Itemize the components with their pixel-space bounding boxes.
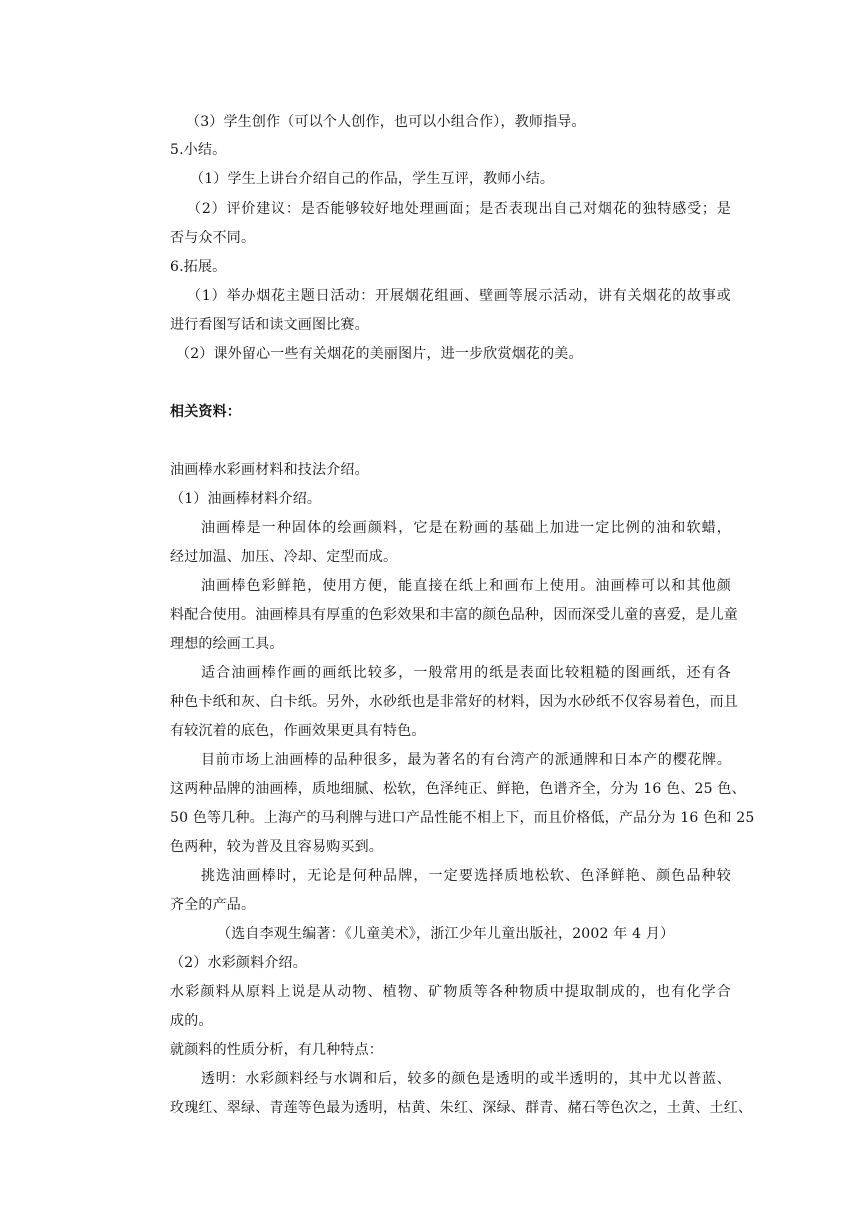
text-line: （2）课外留心一些有关烟花的美丽图片，进一步欣赏烟花的美。 — [176, 346, 583, 362]
text-line: 适合油画棒作画的画纸比较多，一般常用的纸是表面比较粗糙的图画纸，还有各 — [201, 665, 731, 681]
text-line: 齐全的产品。 — [170, 897, 256, 913]
text-line: 50 色等几种。上海产的马利牌与进口产品性能不相上下，而且价格低，产品分为 16 色和 25 — [170, 810, 755, 826]
text-line: 水彩颜料从原料上说是从动物、植物、矿物质等各种物质中提取制成的，也有化学合 — [170, 984, 731, 1000]
text-line: 油画棒是一种固体的绘画颜料，它是在粉画的基础上加进一定比例的油和软蜡， — [201, 520, 731, 536]
section-heading: 6.拓展。 — [170, 259, 227, 275]
text-line: 透明：水彩颜料经与水调和后，较多的颜色是透明的或半透明的，其中尤以普蓝、 — [201, 1071, 731, 1087]
text-line: 挑选油画棒时，无论是何种品牌，一定要选择质地松软、色泽鲜艳、颜色品种较 — [201, 868, 731, 884]
subsection-heading: （2）水彩颜料介绍。 — [170, 955, 307, 971]
text-line: 成的。 — [170, 1013, 213, 1029]
text-line: 有较沉着的底色，作画效果更具有特色。 — [170, 723, 426, 739]
text-line: 油画棒水彩画材料和技法介绍。 — [170, 462, 369, 478]
text-line: 玫瑰红、翠绿、青莲等色最为透明，枯黄、朱红、深绿、群青、赭石等色次之，土黄、土红、 — [170, 1100, 753, 1116]
text-line: 种色卡纸和灰、白卡纸。另外，水砂纸也是非常好的材料，因为水砂纸不仅容易着色，而且 — [170, 694, 738, 710]
section-heading: 5.小结。 — [170, 142, 227, 158]
citation-line: （选自李观生编著：《儿童美术》，浙江少年儿童出版社，2002 年 4 月） — [217, 926, 675, 942]
text-line: 料配合使用。油画棒具有厚重的色彩效果和丰富的颜色品种，因而深受儿童的喜爱，是儿童 — [170, 607, 738, 623]
related-materials-heading: 相关资料： — [170, 404, 241, 420]
text-line: 就颜料的性质分析，有几种特点： — [170, 1042, 383, 1058]
text-line: 否与众不同。 — [170, 230, 256, 246]
text-line: （3）学生创作（可以个人创作，也可以小组合作），教师指导。 — [186, 114, 586, 130]
text-line: 进行看图写话和读文画图比赛。 — [170, 317, 369, 333]
text-line: 这两种品牌的油画棒，质地细腻、松软，色泽纯正、鲜艳，色谱齐全，分为 16 色、25 色、 — [170, 781, 746, 797]
text-line: （1）学生上讲台介绍自己的作品，学生互评，教师小结。 — [190, 171, 555, 187]
text-line: 色两种，较为普及且容易购买到。 — [170, 839, 383, 855]
subsection-heading: （1）油画棒材料介绍。 — [170, 491, 322, 507]
text-line: 油画棒色彩鲜艳，使用方便，能直接在纸上和画布上使用。油画棒可以和其他颜 — [201, 578, 731, 594]
text-line: 经过加温、加压、冷却、定型而成。 — [170, 549, 398, 565]
text-line: 目前市场上油画棒的品种很多，最为著名的有台湾产的派通牌和日本产的樱花牌。 — [201, 752, 731, 768]
text-line: 理想的绘画工具。 — [170, 636, 284, 652]
text-line: （2）评价建议：是否能够较好地处理画面；是否表现出自己对烟花的独特感受；是 — [187, 201, 731, 217]
text-line: （1）举办烟花主题日活动：开展烟花组画、壁画等展示活动，讲有关烟花的故事或 — [187, 288, 731, 304]
